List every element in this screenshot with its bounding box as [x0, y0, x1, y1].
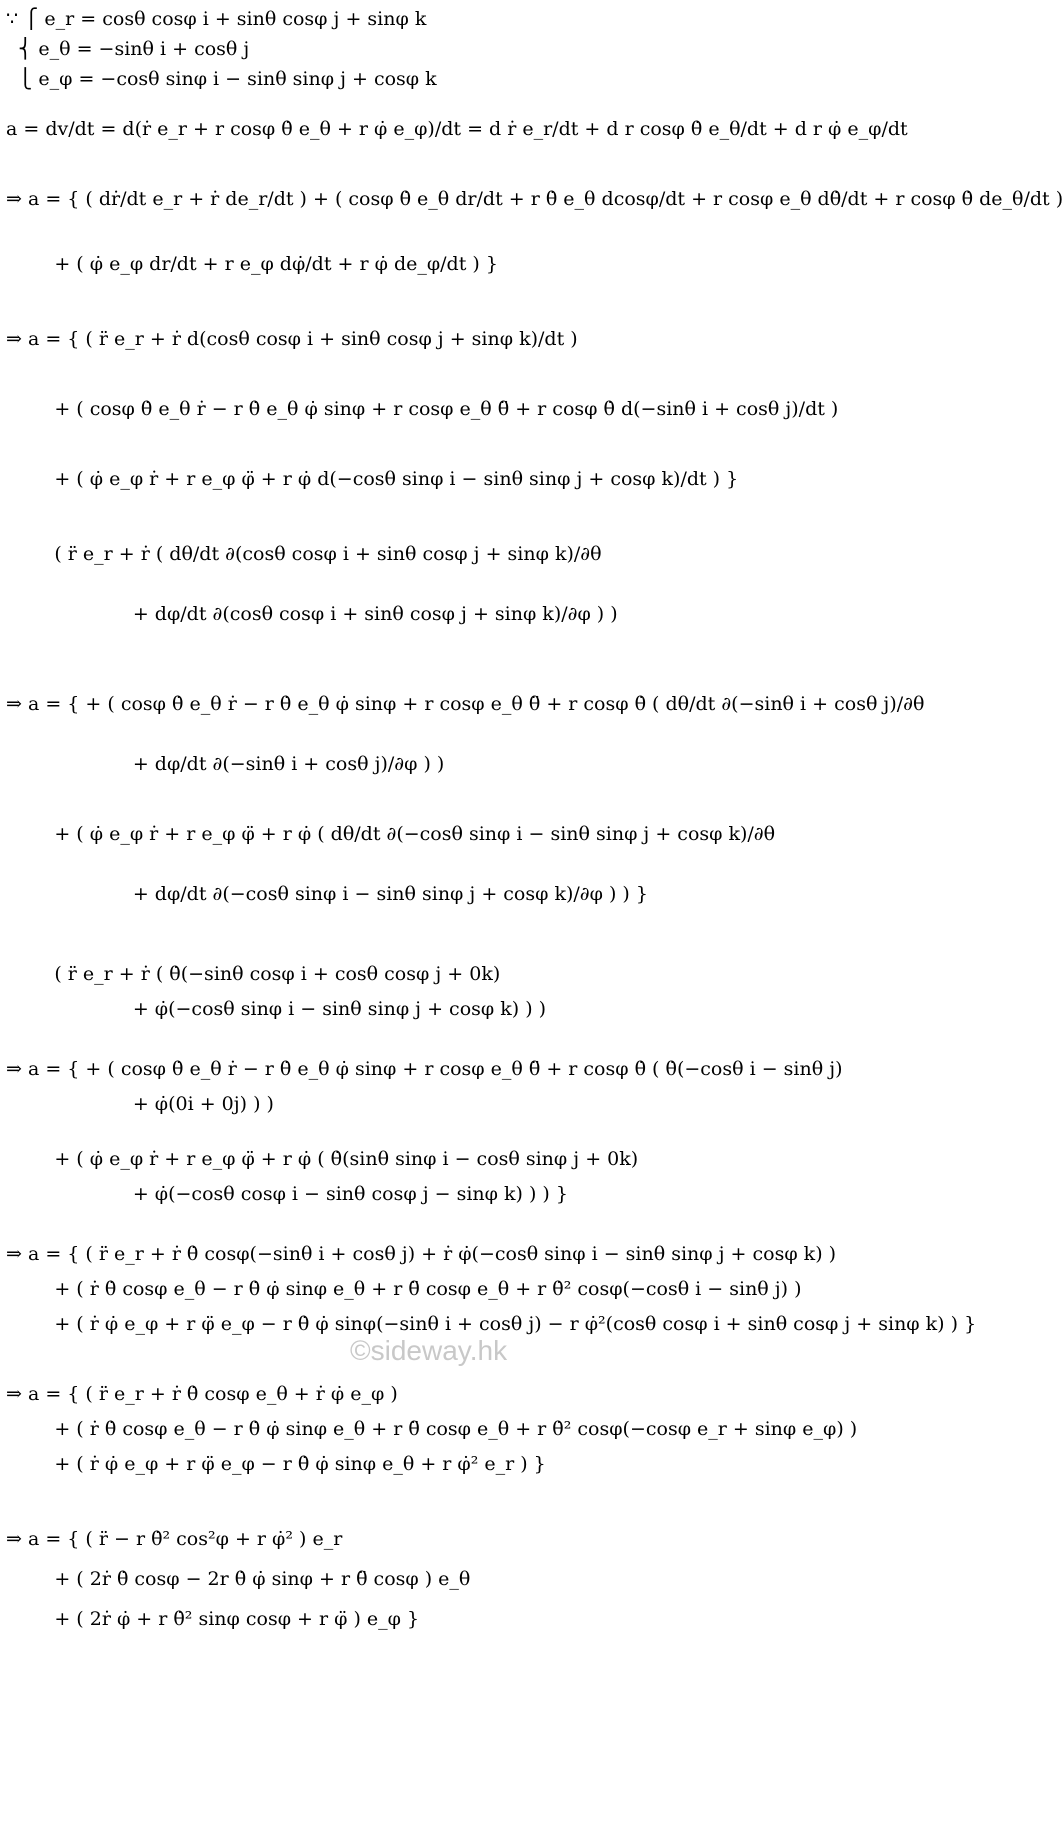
equation-line: ( r̈ e_r + ṙ ( dθ/dt ∂(cosθ cosφ i + sinθ cosφ j + sinφ k)/∂θ: [6, 543, 602, 565]
equation-line: + dφ/dt ∂(−sinθ i + cosθ j)/∂φ ) ): [6, 753, 445, 775]
watermark: ©sideway.hk: [350, 1335, 508, 1366]
equation-line: ⇒ a = { ( r̈ − r θ̇² cos²φ + r φ̇² ) e_r: [6, 1528, 343, 1550]
equation-line: ⎩ e_φ = −cosθ sinφ i − sinθ sinφ j + cosφ k: [6, 68, 437, 90]
equation-line: a = dv/dt = d(ṙ e_r + r cosφ θ̇ e_θ + r φ̇ e_φ)/dt = d ṙ e_r/dt + d r cosφ θ̇ e_θ/dt + d r φ̇ e_φ/dt: [6, 118, 908, 140]
equation-line: + ( ṙ θ̇ cosφ e_θ − r θ̇ φ̇ sinφ e_θ + r θ̈ cosφ e_θ + r θ̇² cosφ(−cosφ e_r + sinφ e_φ) ): [6, 1418, 858, 1440]
equation-line: ⇒ a = { ( r̈ e_r + ṙ d(cosθ cosφ i + sinθ cosφ j + sinφ k)/dt ): [6, 328, 578, 350]
equation-line: + dφ/dt ∂(−cosθ sinφ i − sinθ sinφ j + cosφ k)/∂φ ) ) }: [6, 883, 648, 905]
equation-line: + ( ṙ φ̇ e_φ + r φ̈ e_φ − r θ̇ φ̇ sinφ(−sinθ i + cosθ j) − r φ̇²(cosθ cosφ i + sinθ cosφ j + sinφ k) ) }: [6, 1313, 977, 1335]
equation-line: ⎨ e_θ = −sinθ i + cosθ j: [6, 38, 250, 60]
equation-line: + ( 2ṙ φ̇ + r θ̇² sinφ cosφ + r φ̈ ) e_φ }: [6, 1608, 420, 1630]
equation-line: + ( cosφ θ̇ e_θ ṙ − r θ̇ e_θ φ̇ sinφ + r cosφ e_θ θ̈ + r cosφ θ̇ d(−sinθ i + cosθ j)/dt ): [6, 398, 839, 420]
equation-line: + ( ṙ θ̇ cosφ e_θ − r θ̇ φ̇ sinφ e_θ + r θ̈ cosφ e_θ + r θ̇² cosφ(−cosθ i − sinθ j) ): [6, 1278, 802, 1300]
equation-line: + φ̇(−cosθ cosφ i − sinθ cosφ j − sinφ k) ) ) }: [6, 1183, 568, 1205]
equation-line: ⇒ a = { ( r̈ e_r + ṙ θ̇ cosφ(−sinθ i + cosθ j) + ṙ φ̇(−cosθ sinφ i − sinθ sinφ j + cosφ k) ): [6, 1243, 837, 1265]
equation-line: ⇒ a = { ( r̈ e_r + ṙ θ̇ cosφ e_θ + ṙ φ̇ e_φ ): [6, 1383, 398, 1405]
equation-line: + ( φ̇ e_φ ṙ + r e_φ φ̈ + r φ̇ ( dθ/dt ∂(−cosθ sinφ i − sinθ sinφ j + cosφ k)/∂θ: [6, 823, 776, 845]
equation-line: + ( φ̇ e_φ ṙ + r e_φ φ̈ + r φ̇ ( θ̇(sinθ sinφ i − cosθ sinφ j + 0k): [6, 1148, 639, 1170]
equation-line: ⇒ a = { + ( cosφ θ̇ e_θ ṙ − r θ̇ e_θ φ̇ sinφ + r cosφ e_θ θ̈ + r cosφ θ̇ ( θ̇(−cosθ i − sinθ j): [6, 1058, 843, 1080]
equation-line: + ( φ̇ e_φ ṙ + r e_φ φ̈ + r φ̇ d(−cosθ sinφ i − sinθ sinφ j + cosφ k)/dt ) }: [6, 468, 739, 490]
equation-line: ⇒ a = { + ( cosφ θ̇ e_θ ṙ − r θ̇ e_θ φ̇ sinφ + r cosφ e_θ θ̈ + r cosφ θ̇ ( dθ/dt ∂(−sinθ i + cosθ j)/∂θ: [6, 693, 925, 715]
equation-line: + ( φ̇ e_φ dr/dt + r e_φ dφ̇/dt + r φ̇ de_φ/dt ) }: [6, 253, 498, 275]
equation-line: + ( ṙ φ̇ e_φ + r φ̈ e_φ − r θ̇ φ̇ sinφ e_θ + r φ̇² e_r ) }: [6, 1453, 546, 1475]
equation-line: ⇒ a = { ( dṙ/dt e_r + ṙ de_r/dt ) + ( cosφ θ̇ e_θ dr/dt + r θ̇ e_θ dcosφ/dt + r cosφ e_θ dθ̇/dt + r cosφ θ̇ de_θ/dt ): [6, 188, 1063, 210]
equation-line: ( r̈ e_r + ṙ ( θ̇(−sinθ cosφ i + cosθ cosφ j + 0k): [6, 963, 501, 985]
equation-line: ∵ ⎧ e_r = cosθ cosφ i + sinθ cosφ j + sinφ k: [6, 8, 427, 30]
equation-line: + dφ/dt ∂(cosθ cosφ i + sinθ cosφ j + sinφ k)/∂φ ) ): [6, 603, 618, 625]
equation-line: + φ̇(−cosθ sinφ i − sinθ sinφ j + cosφ k) ) ): [6, 998, 547, 1020]
equation-line: + φ̇(0i + 0j) ) ): [6, 1093, 274, 1115]
equation-line: + ( 2ṙ θ̇ cosφ − 2r θ̇ φ̇ sinφ + r θ̈ cosφ ) e_θ: [6, 1568, 471, 1590]
